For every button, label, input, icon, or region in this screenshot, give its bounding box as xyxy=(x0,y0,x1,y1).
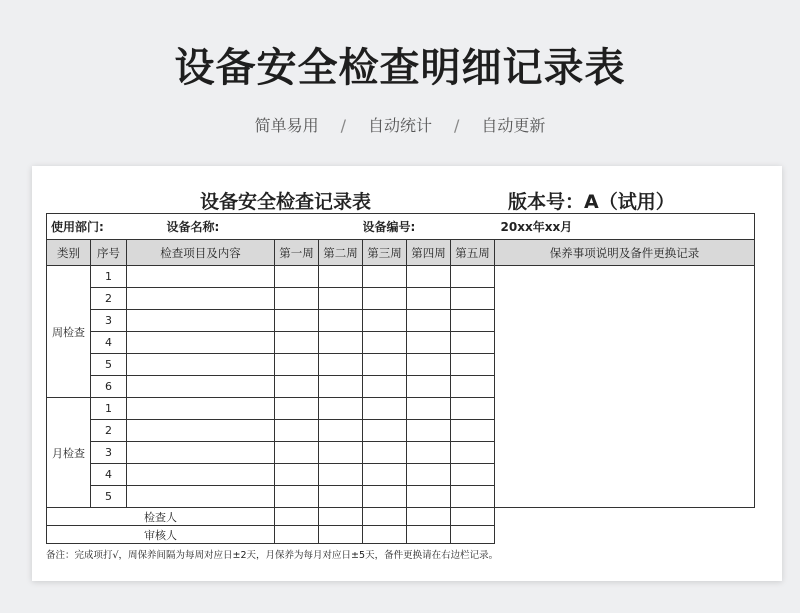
seq-cell: 4 xyxy=(91,464,127,486)
week-check-cell[interactable] xyxy=(451,266,495,288)
week-check-cell[interactable] xyxy=(319,442,363,464)
week-check-cell[interactable] xyxy=(407,288,451,310)
inspector-row xyxy=(47,508,755,526)
date-label[interactable]: 20xx年xx月 xyxy=(495,214,755,240)
seq-cell: 6 xyxy=(91,376,127,398)
seq-cell: 1 xyxy=(91,398,127,420)
tag-auto-stats: 自动统计 xyxy=(367,116,432,135)
week-check-cell[interactable] xyxy=(275,376,319,398)
week-check-cell[interactable] xyxy=(407,332,451,354)
week-check-cell[interactable] xyxy=(275,310,319,332)
col-remarks: 保养事项说明及备件更换记录 xyxy=(495,240,755,266)
dept-label[interactable]: 使用部门: xyxy=(47,214,127,240)
reviewer-cell[interactable] xyxy=(275,526,319,544)
week-check-cell[interactable] xyxy=(363,398,407,420)
tag-easy: 简单易用 xyxy=(254,116,319,135)
inspector-cell[interactable] xyxy=(363,508,407,526)
week-check-cell[interactable] xyxy=(451,398,495,420)
inspector-cell[interactable] xyxy=(407,508,451,526)
col-week1: 第一周 xyxy=(275,240,319,266)
category-cell: 月检查 xyxy=(47,398,91,508)
seq-cell: 3 xyxy=(91,310,127,332)
reviewer-cell[interactable] xyxy=(451,526,495,544)
col-category: 类别 xyxy=(47,240,91,266)
week-check-cell[interactable] xyxy=(319,310,363,332)
item-cell[interactable] xyxy=(127,376,275,398)
week-check-cell[interactable] xyxy=(363,442,407,464)
col-item: 检查项目及内容 xyxy=(127,240,275,266)
item-cell[interactable] xyxy=(127,288,275,310)
week-check-cell[interactable] xyxy=(407,354,451,376)
header-row xyxy=(47,240,755,266)
inspector-cell[interactable] xyxy=(451,508,495,526)
footnote: 备注：完成项打√，周保养间隔为每周对应日±2天，月保养为每月对应日±5天，备件更换请在右边栏记录。 xyxy=(46,550,499,561)
table-row xyxy=(47,266,755,288)
item-cell[interactable] xyxy=(127,266,275,288)
week-check-cell[interactable] xyxy=(451,420,495,442)
week-check-cell[interactable] xyxy=(363,486,407,508)
week-check-cell[interactable] xyxy=(451,486,495,508)
item-cell[interactable] xyxy=(127,464,275,486)
week-check-cell[interactable] xyxy=(407,464,451,486)
week-check-cell[interactable] xyxy=(407,486,451,508)
week-check-cell[interactable] xyxy=(407,420,451,442)
week-check-cell[interactable] xyxy=(275,266,319,288)
week-check-cell[interactable] xyxy=(363,266,407,288)
seq-cell: 2 xyxy=(91,288,127,310)
col-week3: 第三周 xyxy=(363,240,407,266)
week-check-cell[interactable] xyxy=(363,288,407,310)
col-seq: 序号 xyxy=(91,240,127,266)
item-cell[interactable] xyxy=(127,354,275,376)
week-check-cell[interactable] xyxy=(319,398,363,420)
seq-cell: 5 xyxy=(91,354,127,376)
tag-auto-update: 自动更新 xyxy=(481,116,546,135)
version-label: 版本号：A（试用） xyxy=(508,191,675,213)
week-check-cell[interactable] xyxy=(363,354,407,376)
inspector-cell[interactable] xyxy=(275,508,319,526)
week-check-cell[interactable] xyxy=(451,288,495,310)
week-check-cell[interactable] xyxy=(407,442,451,464)
week-check-cell[interactable] xyxy=(319,420,363,442)
reviewer-cell[interactable] xyxy=(407,526,451,544)
week-check-cell[interactable] xyxy=(319,332,363,354)
week-check-cell[interactable] xyxy=(363,310,407,332)
week-check-cell[interactable] xyxy=(363,332,407,354)
week-check-cell[interactable] xyxy=(407,376,451,398)
device-no-label[interactable]: 设备编号: xyxy=(363,214,495,240)
week-check-cell[interactable] xyxy=(451,354,495,376)
category-cell: 周检查 xyxy=(47,266,91,398)
week-check-cell[interactable] xyxy=(363,376,407,398)
week-check-cell[interactable] xyxy=(451,464,495,486)
form-sheet xyxy=(32,166,782,581)
week-check-cell[interactable] xyxy=(319,354,363,376)
inspection-table xyxy=(46,213,755,544)
reviewer-row xyxy=(47,526,755,544)
device-name-label[interactable]: 设备名称: xyxy=(127,214,363,240)
seq-cell: 5 xyxy=(91,486,127,508)
week-check-cell[interactable] xyxy=(319,266,363,288)
week-check-cell[interactable] xyxy=(275,398,319,420)
item-cell[interactable] xyxy=(127,420,275,442)
feature-tags xyxy=(0,113,800,136)
seq-cell: 3 xyxy=(91,442,127,464)
reviewer-label: 审核人 xyxy=(47,526,275,544)
week-check-cell[interactable] xyxy=(407,398,451,420)
remarks-cell[interactable] xyxy=(495,266,755,508)
week-check-cell[interactable] xyxy=(275,420,319,442)
item-cell[interactable] xyxy=(127,332,275,354)
tag-separator: / xyxy=(454,116,460,135)
seq-cell: 2 xyxy=(91,420,127,442)
week-check-cell[interactable] xyxy=(275,442,319,464)
week-check-cell[interactable] xyxy=(275,464,319,486)
item-cell[interactable] xyxy=(127,486,275,508)
week-check-cell[interactable] xyxy=(319,288,363,310)
week-check-cell[interactable] xyxy=(407,266,451,288)
sheet-title: 设备安全检查记录表 xyxy=(200,191,372,213)
table-body xyxy=(47,266,755,508)
week-check-cell[interactable] xyxy=(451,442,495,464)
reviewer-cell[interactable] xyxy=(363,526,407,544)
week-check-cell[interactable] xyxy=(407,310,451,332)
week-check-cell[interactable] xyxy=(363,420,407,442)
col-week2: 第二周 xyxy=(319,240,363,266)
tag-separator: / xyxy=(340,116,346,135)
week-check-cell[interactable] xyxy=(451,332,495,354)
week-check-cell[interactable] xyxy=(363,464,407,486)
item-cell[interactable] xyxy=(127,310,275,332)
item-cell[interactable] xyxy=(127,442,275,464)
week-check-cell[interactable] xyxy=(275,354,319,376)
week-check-cell[interactable] xyxy=(319,486,363,508)
week-check-cell[interactable] xyxy=(451,376,495,398)
week-check-cell[interactable] xyxy=(319,376,363,398)
week-check-cell[interactable] xyxy=(275,486,319,508)
seq-cell: 4 xyxy=(91,332,127,354)
week-check-cell[interactable] xyxy=(451,310,495,332)
inspector-cell[interactable] xyxy=(319,508,363,526)
week-check-cell[interactable] xyxy=(275,288,319,310)
week-check-cell[interactable] xyxy=(275,332,319,354)
reviewer-cell[interactable] xyxy=(319,526,363,544)
seq-cell: 1 xyxy=(91,266,127,288)
page-title: 设备安全检查明细记录表 xyxy=(174,45,626,91)
inspector-label: 检查人 xyxy=(47,508,275,526)
col-week5: 第五周 xyxy=(451,240,495,266)
week-check-cell[interactable] xyxy=(319,464,363,486)
col-week4: 第四周 xyxy=(407,240,451,266)
info-row xyxy=(47,214,755,240)
item-cell[interactable] xyxy=(127,398,275,420)
